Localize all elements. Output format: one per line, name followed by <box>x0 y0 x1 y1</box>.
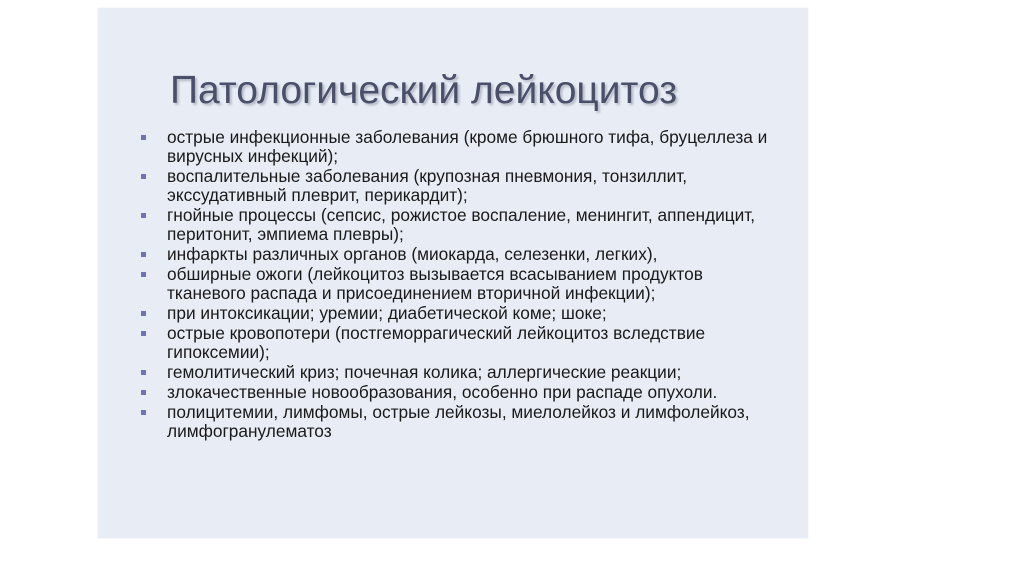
square-bullet-icon <box>141 213 146 218</box>
list-item <box>138 304 778 323</box>
list-item-text: злокачественные новообразования, особенно при распаде опухоли. <box>167 382 718 402</box>
list-item <box>138 403 778 441</box>
list-item-text: обширные ожоги (лейкоцитоз вызывается всасыванием продуктов тканевого распада и присоединением вторичной инфекции); <box>167 264 703 303</box>
list-item <box>138 128 778 166</box>
bullet-list <box>138 128 778 442</box>
slide-title: Патологический лейкоцитоз <box>170 69 678 112</box>
list-item <box>138 363 778 382</box>
square-bullet-icon <box>141 370 146 375</box>
square-bullet-icon <box>141 331 146 336</box>
square-bullet-icon <box>141 311 146 316</box>
square-bullet-icon <box>141 174 146 179</box>
square-bullet-icon <box>141 410 146 415</box>
list-item-text: острые инфекционные заболевания (кроме брюшного тифа, бруцеллеза и вирусных инфекций); <box>167 127 768 166</box>
slide <box>98 8 808 538</box>
square-bullet-icon <box>141 272 146 277</box>
square-bullet-icon <box>141 390 146 395</box>
list-item <box>138 383 778 402</box>
list-item-text: при интоксикации; уремии; диабетической коме; шоке; <box>167 303 607 323</box>
square-bullet-icon <box>141 135 146 140</box>
list-item <box>138 324 778 362</box>
list-item-text: инфаркты различных органов (миокарда, селезенки, легких), <box>167 244 658 264</box>
square-bullet-icon <box>141 252 146 257</box>
list-item <box>138 206 778 244</box>
list-item-text: острые кровопотери (постгеморрагический лейкоцитоз вследствие гипоксемии); <box>167 323 706 362</box>
list-item-text: полицитемии, лимфомы, острые лейкозы, миелолейкоз и лимфолейкоз, лимфогранулематоз <box>167 402 750 441</box>
list-item-text: гнойные процессы (сепсис, рожистое воспаление, менингит, аппендицит, перитонит, эмпиема плевры); <box>167 205 756 244</box>
list-item <box>138 167 778 205</box>
list-item-text: воспалительные заболевания (крупозная пневмония, тонзиллит, экссудативный плеврит, перикардит); <box>167 166 688 205</box>
list-item <box>138 245 778 264</box>
list-item <box>138 265 778 303</box>
list-item-text: гемолитический криз; почечная колика; аллергические реакции; <box>167 362 682 382</box>
